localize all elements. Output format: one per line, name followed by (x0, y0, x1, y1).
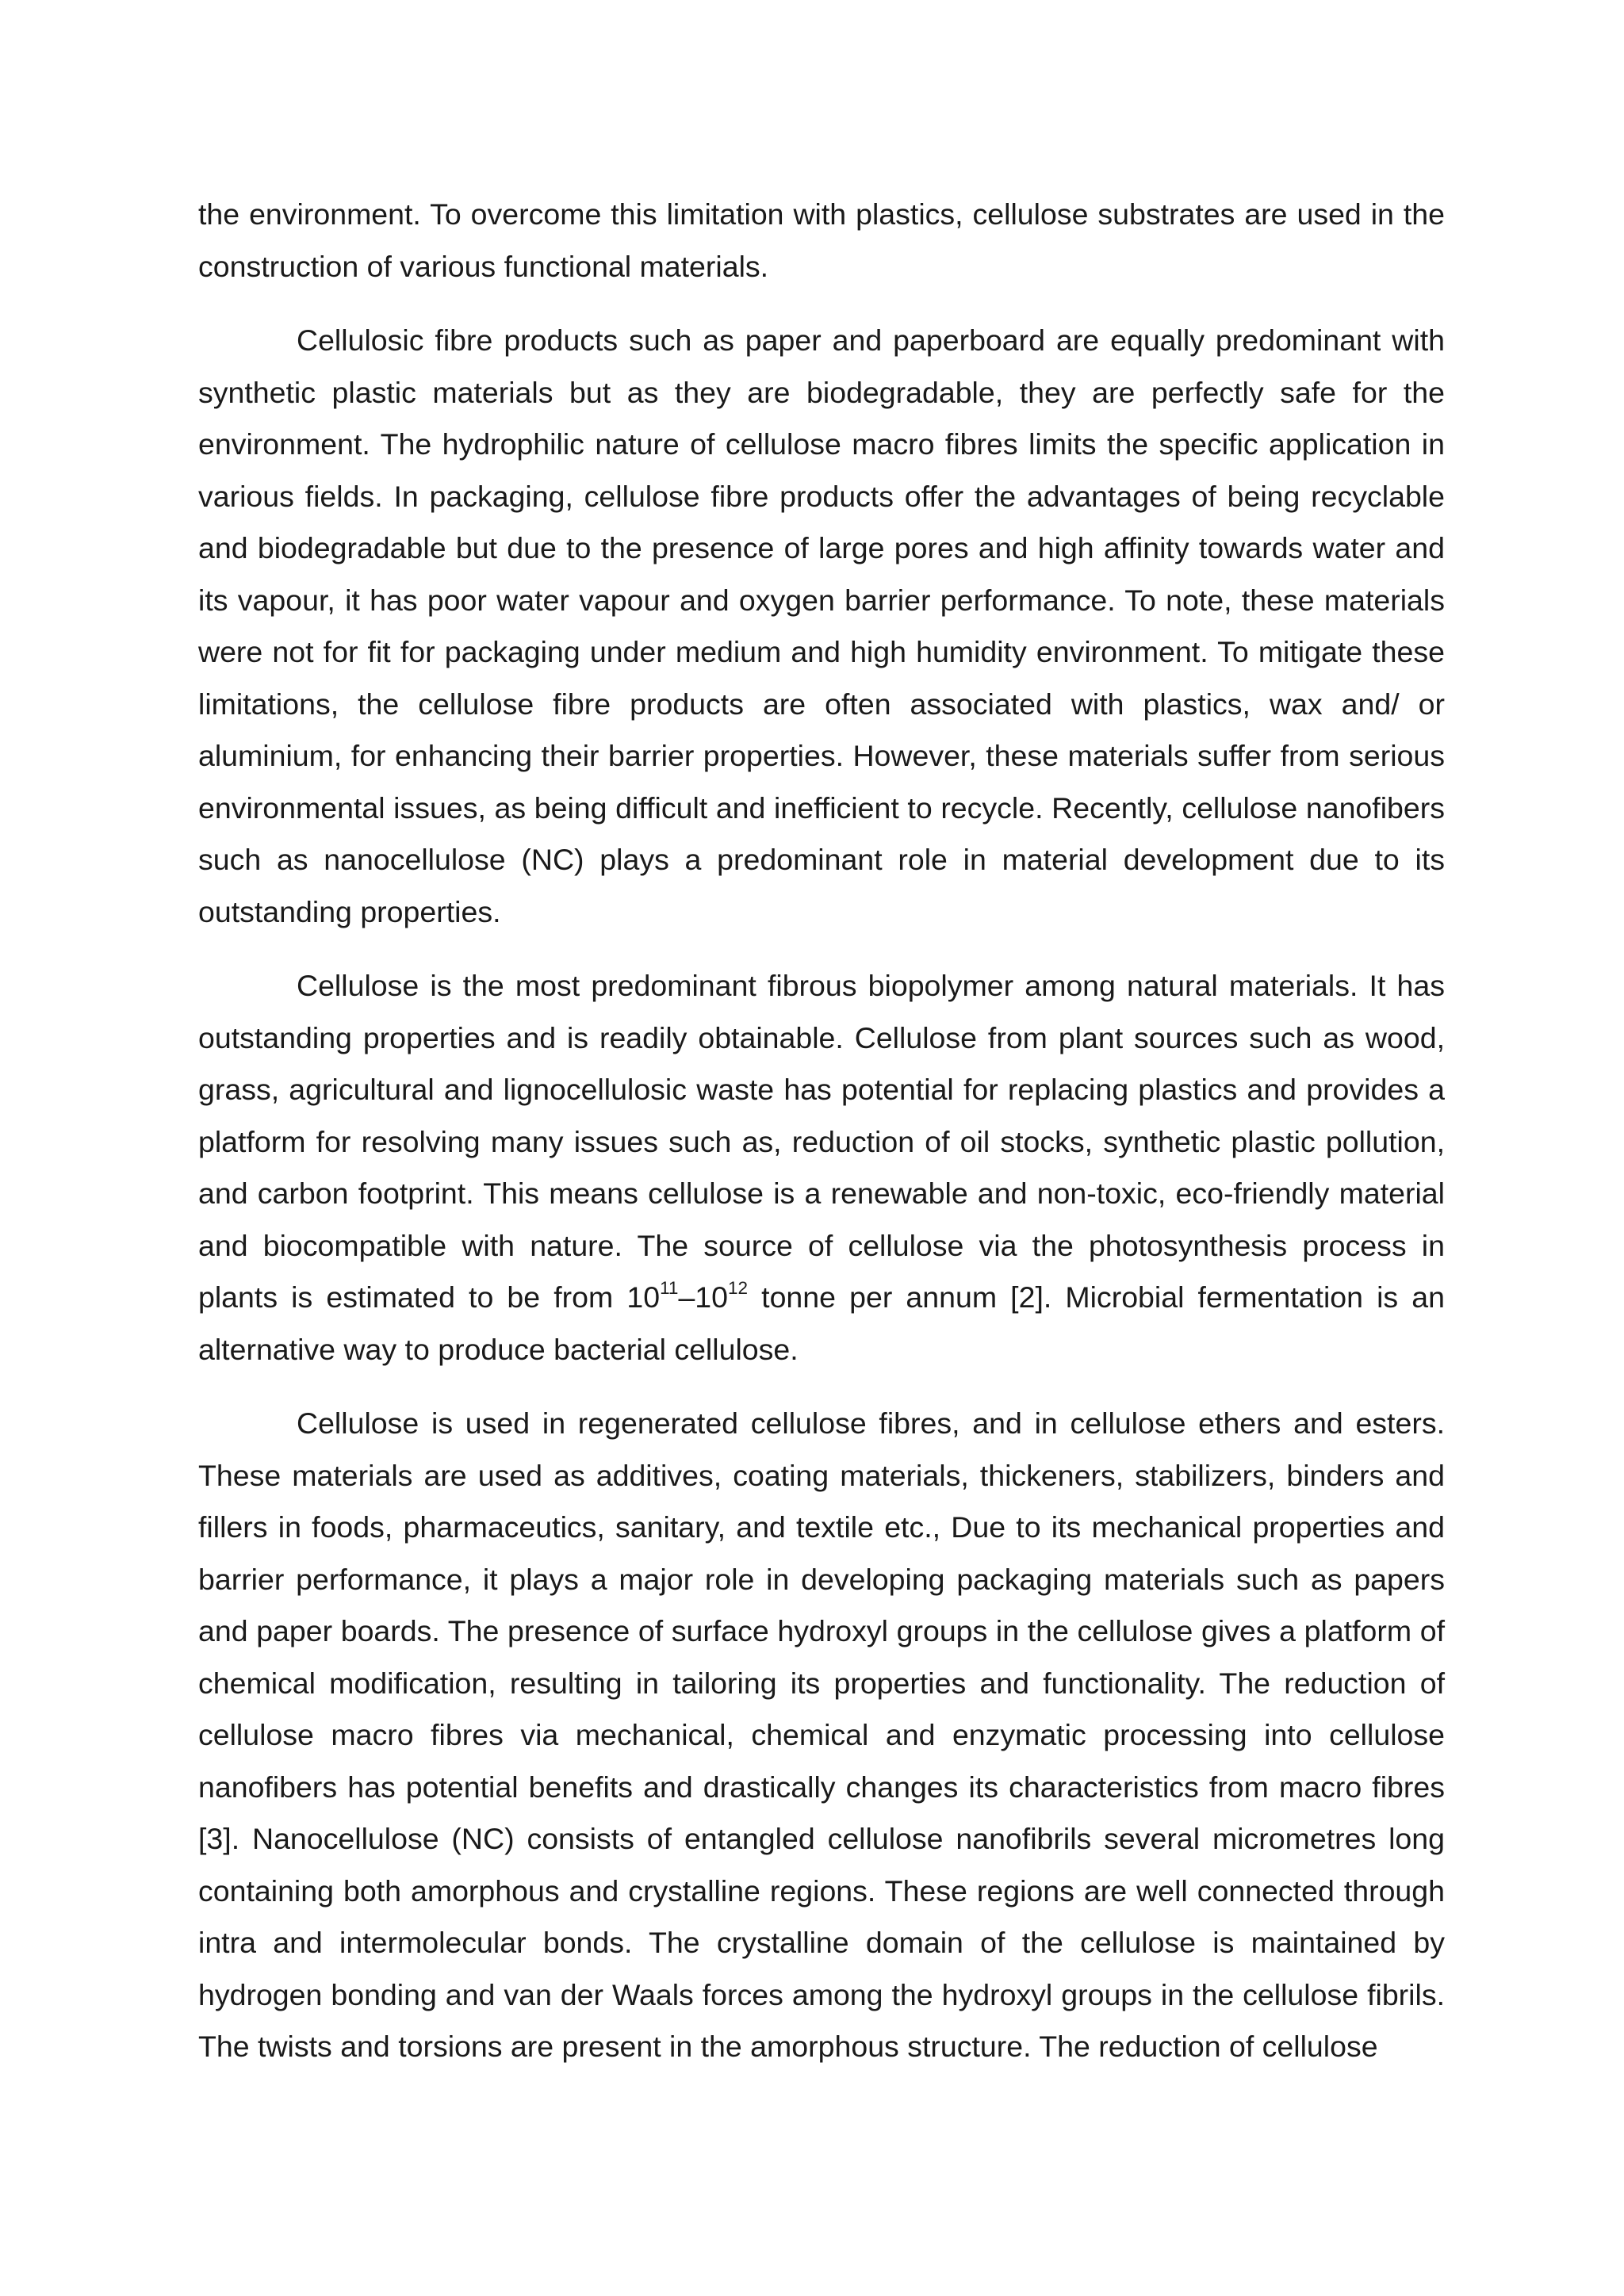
paragraph-2: Cellulosic fibre products such as paper and paperboard are equally predominant with synthetic plastic materials but as they are biodegradable, they are perfectly safe for the environment. The hydrophilic nature of cellulose macro fibres limits the specific application in various fields. In packaging, cellulose fibre products offer the advantages of being recyclable and biodegradable but due to the presence of large pores and high affinity towards water and its vapour, it has poor water vapour and oxygen barrier performance. To note, these materials were not for fit for packaging under medium and high humidity environment. To mitigate these limitations, the cellulose fibre products are often associated with plastics, wax and/ or aluminium, for enhancing their barrier properties. However, these materials suffer from serious environmental issues, as being difficult and inefficient to recycle. Recently, cellulose nanofibers such as nanocellulose (NC) plays a predominant role in material development due to its outstanding properties. (198, 323, 1445, 928)
body-text (198, 189, 1445, 2073)
paragraph-4: Cellulose is used in regenerated cellulose fibres, and in cellulose ethers and esters. These materials are used as additives, coating materials, thickeners, stabilizers, binders and fillers in foods, pharmaceutics, sanitary, and textile etc., Due to its mechanical properties and barrier performance, it plays a major role in developing packaging materials such as papers and paper boards. The presence of surface hydroxyl groups in the cellulose gives a platform of chemical modification, resulting in tailoring its properties and functionality. The reduction of cellulose macro fibres via mechanical, chemical and enzymatic processing into cellulose nanofibers has potential benefits and drastically changes its characteristics from macro fibres [3]. Nanocellulose (NC) consists of entangled cellulose nanofibrils several micrometres long containing both amorphous and crystalline regions. These regions are well connected through intra and intermolecular bonds. The crystalline domain of the cellulose is maintained by hydrogen bonding and van der Waals forces among the hydroxyl groups in the cellulose fibrils. The twists and torsions are present in the amorphous structure. The reduction of cellulose (198, 1406, 1445, 2063)
paragraph-3-text-middle: –10 (678, 1280, 729, 1314)
superscript-exponent-11: 11 (660, 1278, 679, 1299)
paragraph-3 (198, 960, 1445, 1376)
paragraph-1: the environment. To overcome this limitation with plastics, cellulose substrates are used in the construction of various functional materials. (198, 197, 1445, 283)
paragraph-3-text-before: Cellulose is the most predominant fibrous biopolymer among natural materials. It has outstanding properties and is readily obtainable. Cellulose from plant sources such as wood, grass, agricultural and lignocellulosic waste has potential for replacing plastics and provides a platform for resolving many issues such as, reduction of oil stocks, synthetic plastic pollution, and carbon footprint. This means cellulose is a renewable and non-toxic, eco-friendly material and biocompatible with nature. The source of cellulose via the photosynthesis process in plants is estimated to be from 10 (198, 969, 1445, 1314)
paragraph-3-text-after: tonne per annum [2]. Microbial fermentation is an alternative way to produce bacterial cellulose. (198, 1280, 1445, 1366)
superscript-exponent-12: 12 (728, 1278, 749, 1299)
